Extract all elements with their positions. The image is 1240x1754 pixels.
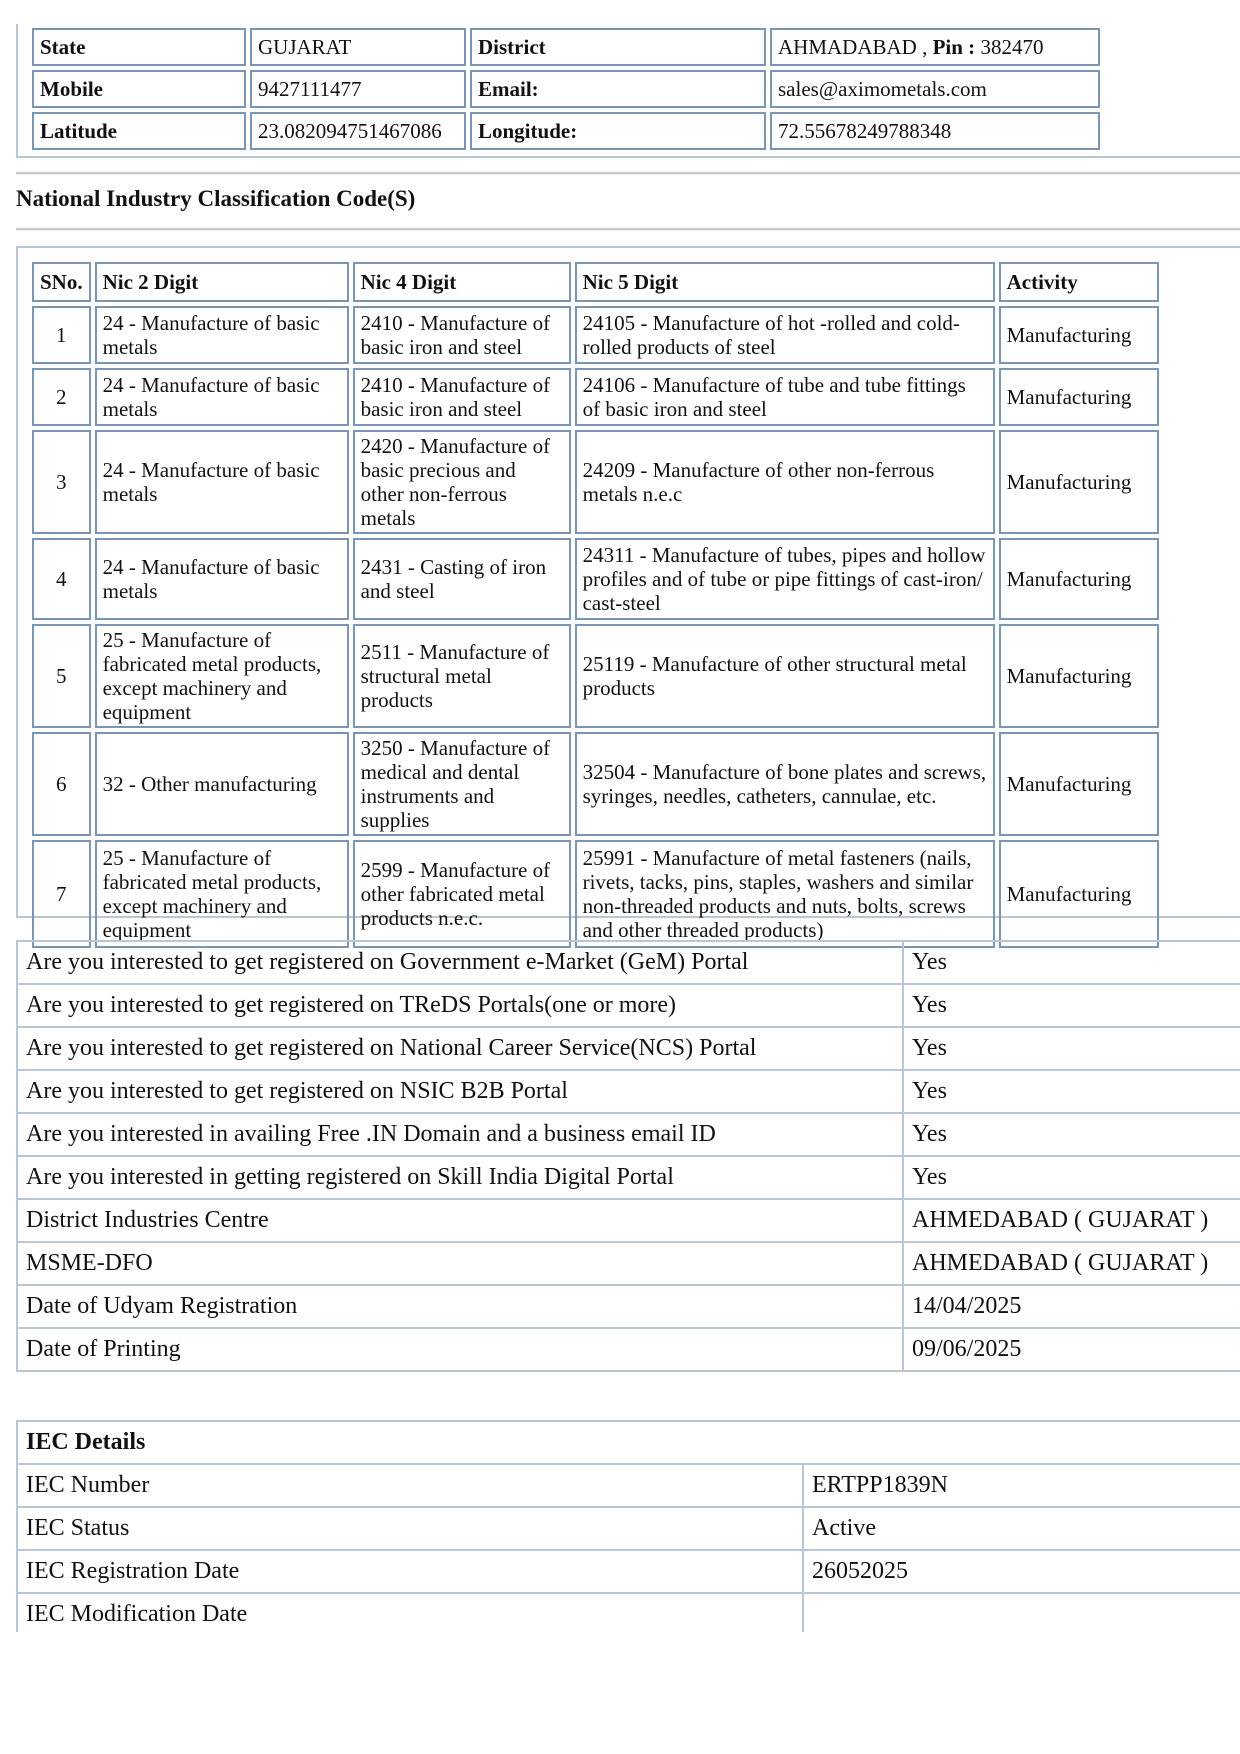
- table-row: [32, 28, 1100, 66]
- activity-cell: Manufacturing: [999, 840, 1159, 948]
- nic2-cell: 25 - Manufacture of fabricated metal products, except machinery and equipment: [95, 840, 349, 948]
- question-cell: Are you interested to get registered on TReDS Portals(one or more): [17, 984, 903, 1027]
- table-row: [17, 1550, 1240, 1593]
- nic5-cell: 25991 - Manufacture of metal fasteners (nails, rivets, tacks, pins, staples, washers and similar non-threaded products and nuts, bolts, screws and other threaded products): [575, 840, 995, 948]
- district-label: District: [470, 28, 766, 66]
- answer-cell: Yes: [903, 1027, 1240, 1070]
- iec-modification-date-label: IEC Modification Date: [17, 1593, 803, 1632]
- latitude-label: Latitude: [32, 112, 246, 150]
- iec-modification-date-value: [803, 1593, 1240, 1632]
- iec-number-value: ERTPP1839N: [803, 1464, 1240, 1507]
- column-header: Nic 4 Digit: [353, 262, 571, 302]
- question-cell: Are you interested to get registered on NSIC B2B Portal: [17, 1070, 903, 1113]
- nic5-cell: 24311 - Manufacture of tubes, pipes and hollow profiles and of tube or pipe fittings of cast-iron/ cast-steel: [575, 538, 995, 620]
- activity-cell: Manufacturing: [999, 306, 1159, 364]
- iec-status-value: Active: [803, 1507, 1240, 1550]
- registration-options-table: [16, 940, 1240, 1372]
- activity-cell: Manufacturing: [999, 624, 1159, 728]
- sno-cell: 7: [32, 840, 91, 948]
- table-row: [32, 624, 1159, 728]
- email-value: sales@aximometals.com: [770, 70, 1100, 108]
- nic-table: [16, 246, 1240, 942]
- nic4-cell: 2420 - Manufacture of basic precious and other non-ferrous metals: [353, 430, 571, 534]
- column-header: SNo.: [32, 262, 91, 302]
- activity-cell: Manufacturing: [999, 430, 1159, 534]
- mobile-label: Mobile: [32, 70, 246, 108]
- iec-title: IEC Details: [17, 1421, 1240, 1464]
- location-table: [16, 24, 1240, 158]
- longitude-label: Longitude:: [470, 112, 766, 150]
- question-cell: MSME-DFO: [17, 1242, 903, 1285]
- iec-number-label: IEC Number: [17, 1464, 803, 1507]
- table-row: [17, 1285, 1240, 1328]
- table-row: [17, 1199, 1240, 1242]
- question-cell: Are you interested to get registered on Government e-Market (GeM) Portal: [17, 941, 903, 984]
- table-row: [17, 984, 1240, 1027]
- nic5-cell: 32504 - Manufacture of bone plates and screws, syringes, needles, catheters, cannulae, etc.: [575, 732, 995, 836]
- iec-status-label: IEC Status: [17, 1507, 803, 1550]
- question-cell: Are you interested in availing Free .IN Domain and a business email ID: [17, 1113, 903, 1156]
- table-row: [32, 112, 1100, 150]
- nic5-cell: 24105 - Manufacture of hot -rolled and cold-rolled products of steel: [575, 306, 995, 364]
- iec-registration-date-label: IEC Registration Date: [17, 1550, 803, 1593]
- answer-cell: Yes: [903, 984, 1240, 1027]
- district-value: AHMADABAD , Pin : 382470: [770, 28, 1100, 66]
- table-row: [17, 1242, 1240, 1285]
- email-label: Email:: [470, 70, 766, 108]
- answer-cell: 09/06/2025: [903, 1328, 1240, 1371]
- table-header-row: [32, 262, 1159, 302]
- table-row: [32, 70, 1100, 108]
- table-row: [17, 1156, 1240, 1199]
- sno-cell: 6: [32, 732, 91, 836]
- answer-cell: Yes: [903, 1156, 1240, 1199]
- nic5-cell: 25119 - Manufacture of other structural metal products: [575, 624, 995, 728]
- question-cell: Are you interested in getting registered on Skill India Digital Portal: [17, 1156, 903, 1199]
- activity-cell: Manufacturing: [999, 368, 1159, 426]
- nic4-cell: 2410 - Manufacture of basic iron and steel: [353, 306, 571, 364]
- question-cell: Date of Printing: [17, 1328, 903, 1371]
- answer-cell: Yes: [903, 1113, 1240, 1156]
- table-row: [32, 732, 1159, 836]
- table-row: [17, 1507, 1240, 1550]
- state-label: State: [32, 28, 246, 66]
- question-cell: Date of Udyam Registration: [17, 1285, 903, 1328]
- table-row: [32, 430, 1159, 534]
- table-row: [17, 1113, 1240, 1156]
- divider: [16, 228, 1240, 231]
- table-row: [32, 368, 1159, 426]
- activity-cell: Manufacturing: [999, 538, 1159, 620]
- sno-cell: 4: [32, 538, 91, 620]
- sno-cell: 3: [32, 430, 91, 534]
- iec-registration-date-value: 26052025: [803, 1550, 1240, 1593]
- nic4-cell: 2431 - Casting of iron and steel: [353, 538, 571, 620]
- nic5-cell: 24209 - Manufacture of other non-ferrous metals n.e.c: [575, 430, 995, 534]
- nic4-cell: 2511 - Manufacture of structural metal products: [353, 624, 571, 728]
- table-row: [17, 1464, 1240, 1507]
- answer-cell: AHMEDABAD ( GUJARAT ): [903, 1199, 1240, 1242]
- nic2-cell: 32 - Other manufacturing: [95, 732, 349, 836]
- table-row: [32, 840, 1159, 948]
- question-cell: Are you interested to get registered on National Career Service(NCS) Portal: [17, 1027, 903, 1070]
- nic2-cell: 24 - Manufacture of basic metals: [95, 538, 349, 620]
- answer-cell: Yes: [903, 1070, 1240, 1113]
- answer-cell: AHMEDABAD ( GUJARAT ): [903, 1242, 1240, 1285]
- table-row: [32, 538, 1159, 620]
- nic2-cell: 24 - Manufacture of basic metals: [95, 430, 349, 534]
- sno-cell: 5: [32, 624, 91, 728]
- table-row: [17, 1328, 1240, 1371]
- iec-details-table: [16, 1420, 1240, 1632]
- mobile-value: 9427111477: [250, 70, 466, 108]
- nic5-cell: 24106 - Manufacture of tube and tube fittings of basic iron and steel: [575, 368, 995, 426]
- activity-cell: Manufacturing: [999, 732, 1159, 836]
- nic4-cell: 3250 - Manufacture of medical and dental instruments and supplies: [353, 732, 571, 836]
- column-header: Nic 5 Digit: [575, 262, 995, 302]
- nic4-cell: 2599 - Manufacture of other fabricated metal products n.e.c.: [353, 840, 571, 948]
- answer-cell: Yes: [903, 941, 1240, 984]
- nic2-cell: 24 - Manufacture of basic metals: [95, 368, 349, 426]
- column-header: Activity: [999, 262, 1159, 302]
- longitude-value: 72.55678249788348: [770, 112, 1100, 150]
- nic2-cell: 24 - Manufacture of basic metals: [95, 306, 349, 364]
- column-header: Nic 2 Digit: [95, 262, 349, 302]
- nic2-cell: 25 - Manufacture of fabricated metal products, except machinery and equipment: [95, 624, 349, 728]
- table-header-row: [17, 1421, 1240, 1464]
- table-row: [17, 1070, 1240, 1113]
- divider: [16, 172, 1240, 175]
- sno-cell: 2: [32, 368, 91, 426]
- table-row: [17, 1593, 1240, 1632]
- table-row: [17, 1027, 1240, 1070]
- answer-cell: 14/04/2025: [903, 1285, 1240, 1328]
- nic4-cell: 2410 - Manufacture of basic iron and steel: [353, 368, 571, 426]
- question-cell: District Industries Centre: [17, 1199, 903, 1242]
- table-row: [32, 306, 1159, 364]
- table-row: [17, 941, 1240, 984]
- latitude-value: 23.082094751467086: [250, 112, 466, 150]
- sno-cell: 1: [32, 306, 91, 364]
- section-title: National Industry Classification Code(S): [16, 186, 416, 211]
- state-value: GUJARAT: [250, 28, 466, 66]
